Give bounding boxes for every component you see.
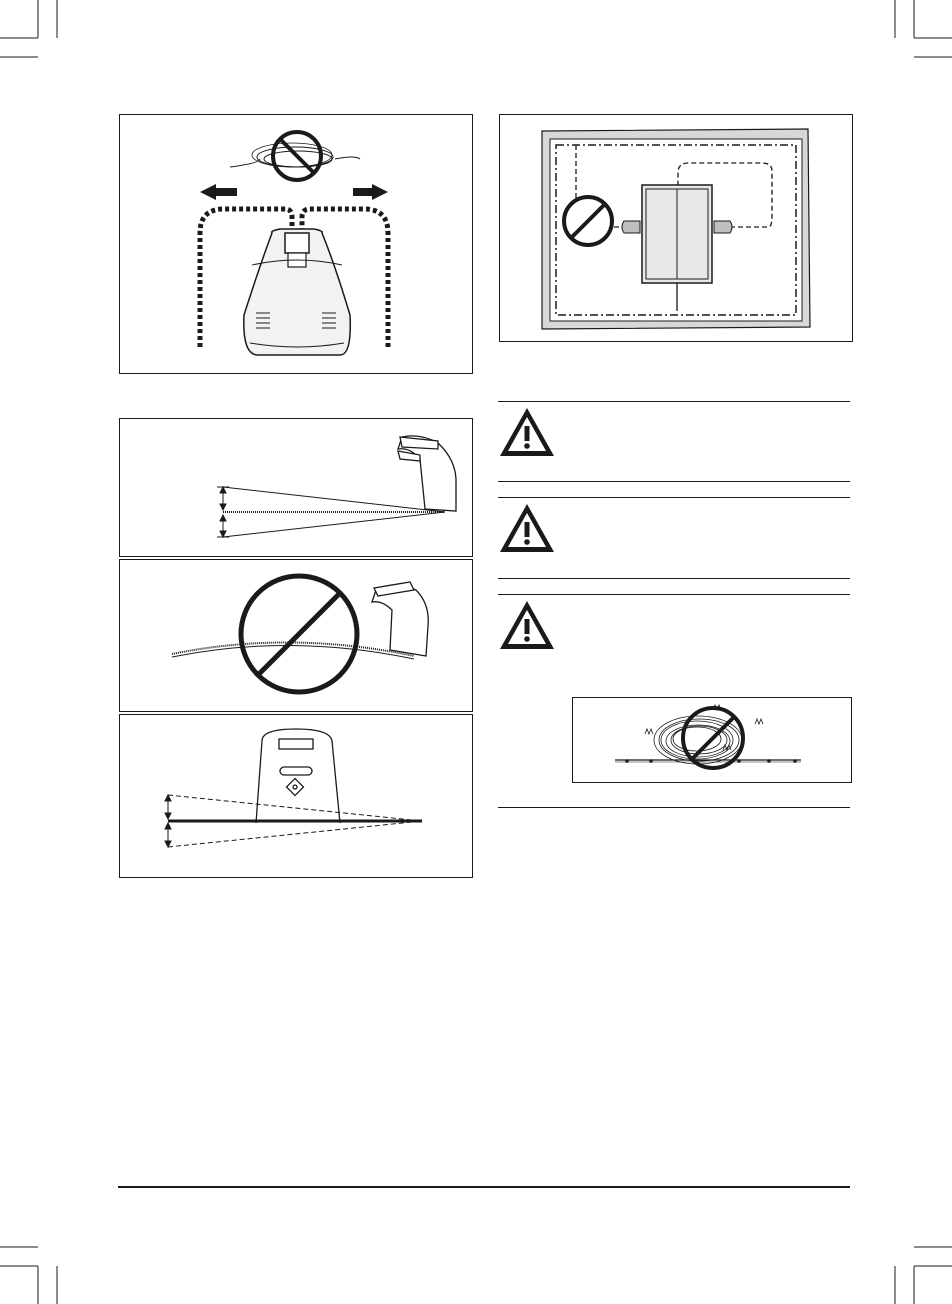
divider bbox=[498, 401, 850, 402]
coiled-wire-illustration bbox=[573, 698, 853, 784]
hand-tilt-icon bbox=[372, 582, 428, 656]
charging-station-icon bbox=[244, 229, 351, 355]
station-slope-illustration bbox=[120, 715, 474, 879]
warning-triangle-icon bbox=[498, 501, 558, 555]
figure-coiled-wire-prohibited bbox=[572, 697, 852, 783]
charging-station-icon bbox=[256, 729, 340, 823]
divider bbox=[498, 578, 850, 579]
footer-rule bbox=[118, 1186, 850, 1188]
charging-station-wire-illustration bbox=[120, 115, 474, 375]
divider bbox=[498, 807, 850, 808]
prohibited-icon bbox=[273, 132, 321, 180]
figure-station-slope bbox=[119, 714, 473, 878]
warning-triangle-icon bbox=[498, 405, 558, 459]
warning-triangle-icon bbox=[498, 598, 558, 652]
figure-charging-station-wire bbox=[119, 114, 473, 374]
divider bbox=[498, 497, 850, 498]
prohibited-icon bbox=[564, 197, 612, 245]
figure-curved-ground-prohibited bbox=[119, 559, 473, 712]
wire-angle-ok-illustration bbox=[120, 419, 474, 558]
divider bbox=[498, 594, 850, 595]
figure-layout-plan-prohibited bbox=[499, 114, 853, 342]
prohibited-icon bbox=[241, 576, 357, 692]
divider bbox=[498, 481, 850, 482]
figure-wire-angle-ok bbox=[119, 418, 473, 557]
layout-plan-illustration bbox=[500, 115, 854, 343]
right-arrow-icon bbox=[353, 184, 388, 200]
hand-tilt-icon bbox=[398, 436, 456, 511]
curved-ground-illustration bbox=[120, 560, 474, 713]
left-arrow-icon bbox=[200, 184, 237, 200]
